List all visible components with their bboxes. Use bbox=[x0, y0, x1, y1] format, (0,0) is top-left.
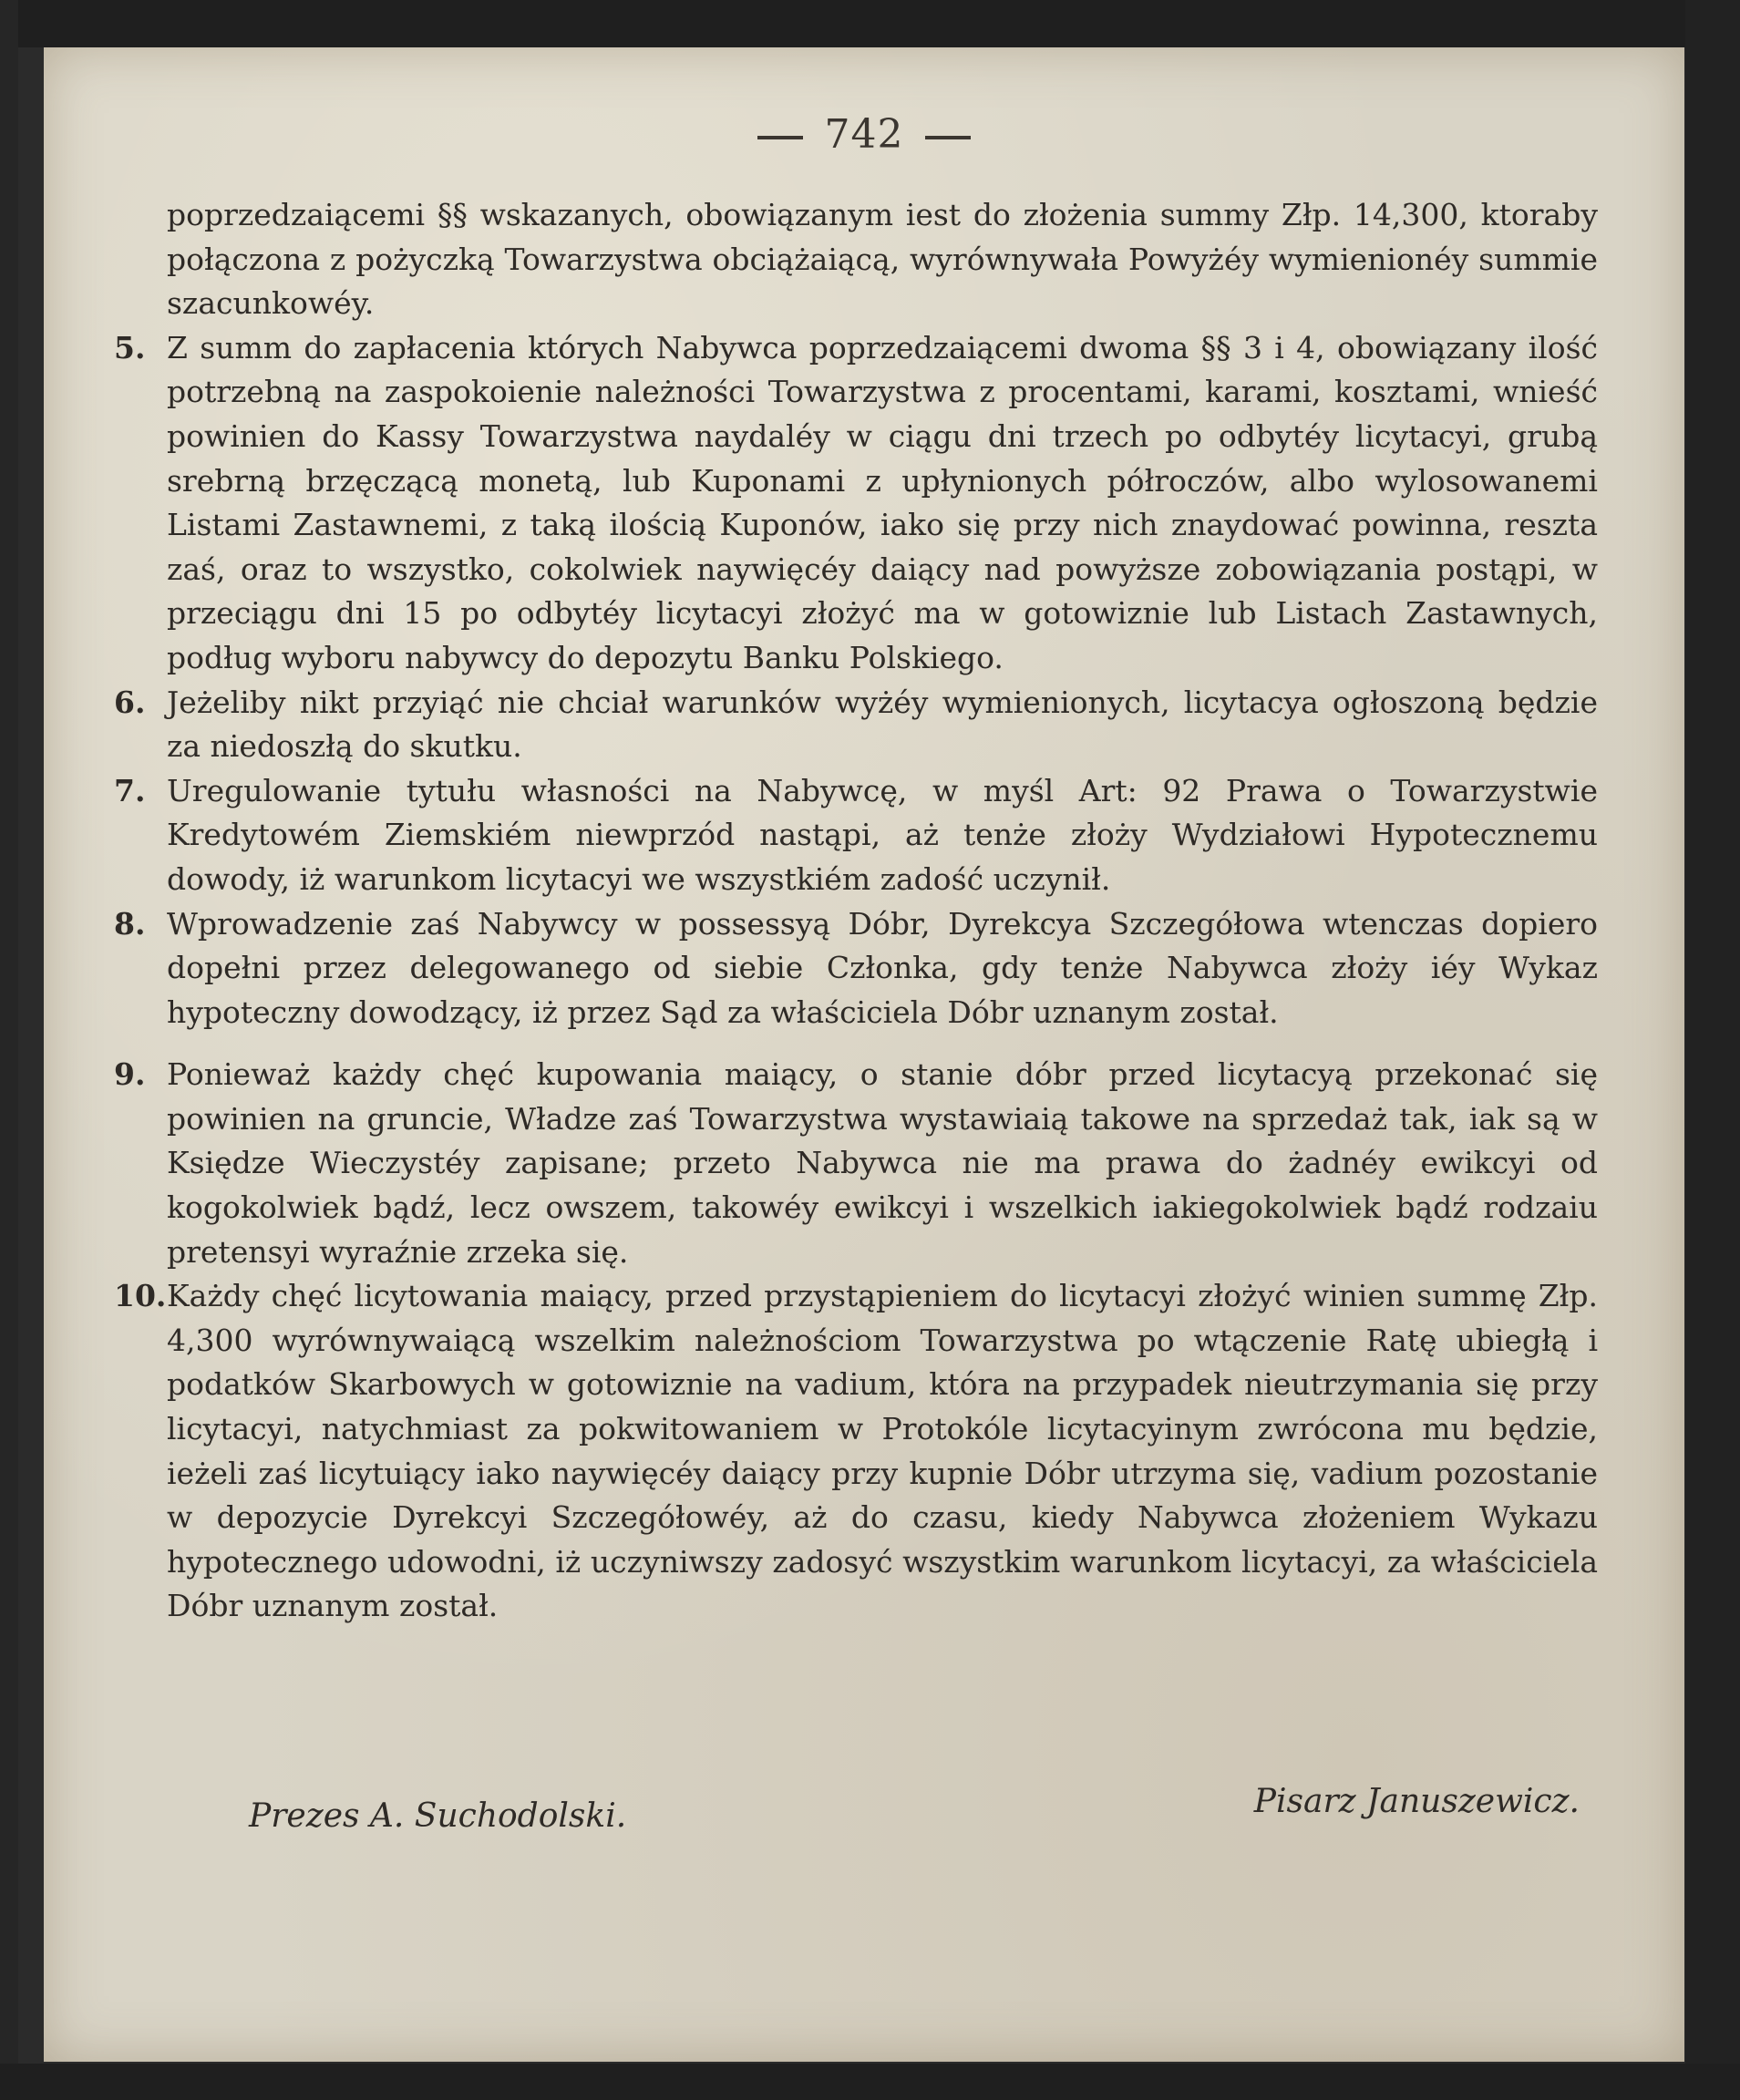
scan-frame-top bbox=[0, 0, 1740, 47]
document-body bbox=[114, 193, 1598, 1629]
paragraph-number: 6. bbox=[114, 684, 146, 720]
page-number-text: 742 bbox=[824, 111, 904, 158]
paragraph-6 bbox=[114, 681, 1598, 769]
paragraph-text: Jeżeliby nikt przyiąć nie chciał warunków wyżéy wymienionych, licytacya ogłoszoną będzie za niedoszłą do skutku. bbox=[167, 684, 1598, 765]
paragraph-8 bbox=[114, 902, 1598, 1035]
paragraph-number: 10. bbox=[114, 1278, 167, 1314]
paragraph-text: Ponieważ każdy chęć kupowania maiący, o stanie dóbr przed licytacyą przekonać się powinien na gruncie, Władze zaś Towarzystwa wystawiaią takowe na sprzedaż tak, iak są w Księdze Wieczystéy zapisane; przeto Nabywca nie ma prawa do żadnéy ewikcyi od kogokolwiek bądź, lecz owszem, takowéy ewikcyi i wszelkich iakiegokolwiek bądź rodzaiu pretensyi wyraźnie zrzeka się. bbox=[167, 1056, 1598, 1270]
paragraph-number: 9. bbox=[114, 1056, 146, 1093]
spacer bbox=[167, 1035, 1598, 1053]
scan-frame-left bbox=[0, 0, 18, 2100]
paragraph-text: Wprowadzenie zaś Nabywcy w possessyą Dóbr, Dyrekcya Szczegółowa wtenczas dopiero dopełni przez delegowanego od siebie Członka, gdy tenże Nabywca złoży iéy Wykaz hypoteczny dowodzący, iż przez Sąd za właściciela Dóbr uznanym został. bbox=[167, 905, 1598, 1030]
paragraph-text: Każdy chęć licytowania maiący, przed przystąpieniem do licytacyi złożyć winien summę Złp. 4,300 wyrównywaiącą wszelkim należnościom Towarzystwa po wtączenie Ratę ubiegłą i podatków Skarbowych w gotowiznie na vadium, która na przypadek nieutrzymania się przy licytacyi, natychmiast za pokwitowaniem w Protokóle licytacyinym zwrócona mu będzie, ieżeli zaś licytuiący iako naywięcéy daiący przy kupnie Dóbr utrzyma się, vadium pozostanie w depozycie Dyrekcyi Szczegółowéy, aż do czasu, kiedy Nabywca złożeniem Wykazu hypotecznego udowodni, iż uczyniwszy zadosyć wszystkim warunkom licytacyi, za właściciela Dóbr uznanym został. bbox=[167, 1278, 1598, 1624]
paragraph-5 bbox=[114, 326, 1598, 681]
page-number bbox=[44, 111, 1684, 158]
paragraph-continuation bbox=[167, 193, 1598, 326]
paragraph-text: Uregulowanie tytułu własności na Nabywcę, w myśl Art: 92 Prawa o Towarzystwie Kredytowém Ziemskiém niewprzód nastąpi, aż tenże złoży Wydziałowi Hypotecznemu dowody, iż warunkom licytacyi we wszystkiém zadość uczynił. bbox=[167, 772, 1598, 897]
paragraph-text: Z summ do zapłacenia których Nabywca poprzedzaiącemi dwoma §§ 3 i 4, obowiązany ilość potrzebną na zaspokoienie należności Towarzystwa z procentami, karami, kosztami, wnieść powinien do Kassy Towarzystwa naydaléy w ciągu dni trzech po odbytéy licytacyi, grubą srebrną brzęczącą monetą, lub Kuponami z upłynionych półroczów, albo wylosowanemi Listami Zastawnemi, z taką ilością Kuponów, iako się przy nich znaydować powinna, reszta zaś, oraz to wszystko, cokolwiek naywięcéy daiący nad powyższe zobowiązania postąpi, w przeciągu dni 15 po odbytéy licytacyi złożyć ma w gotowiznie lub Listach Zastawnych, podług wyboru nabywcy do depozytu Banku Polskiego. bbox=[167, 329, 1598, 675]
page-number-dash-right bbox=[925, 136, 971, 139]
signature-secretary: Pisarz Januszewicz. bbox=[1253, 1783, 1580, 1820]
paragraph-text: poprzedzaiącemi §§ wskazanych, obowiązanym iest do złożenia summy Złp. 14,300, ktoraby połączona z pożyczką Towarzystwa obciążaiącą, wyrównywała Powyżéy wymienionéy summie szacunkowéy. bbox=[167, 197, 1598, 322]
paragraph-number: 8. bbox=[114, 905, 146, 942]
page-number-dash-left bbox=[757, 136, 803, 139]
scan-frame-bottom bbox=[0, 2064, 1740, 2100]
paragraph-number: 7. bbox=[114, 772, 146, 808]
paragraph-7 bbox=[114, 769, 1598, 902]
paragraph-9 bbox=[114, 1053, 1598, 1274]
scan-frame-right bbox=[1685, 0, 1740, 2100]
paragraph-10 bbox=[114, 1274, 1598, 1629]
signature-president: Prezes A. Suchodolski. bbox=[249, 1797, 627, 1835]
paragraph-number: 5. bbox=[114, 329, 146, 365]
document-page bbox=[44, 47, 1684, 2062]
